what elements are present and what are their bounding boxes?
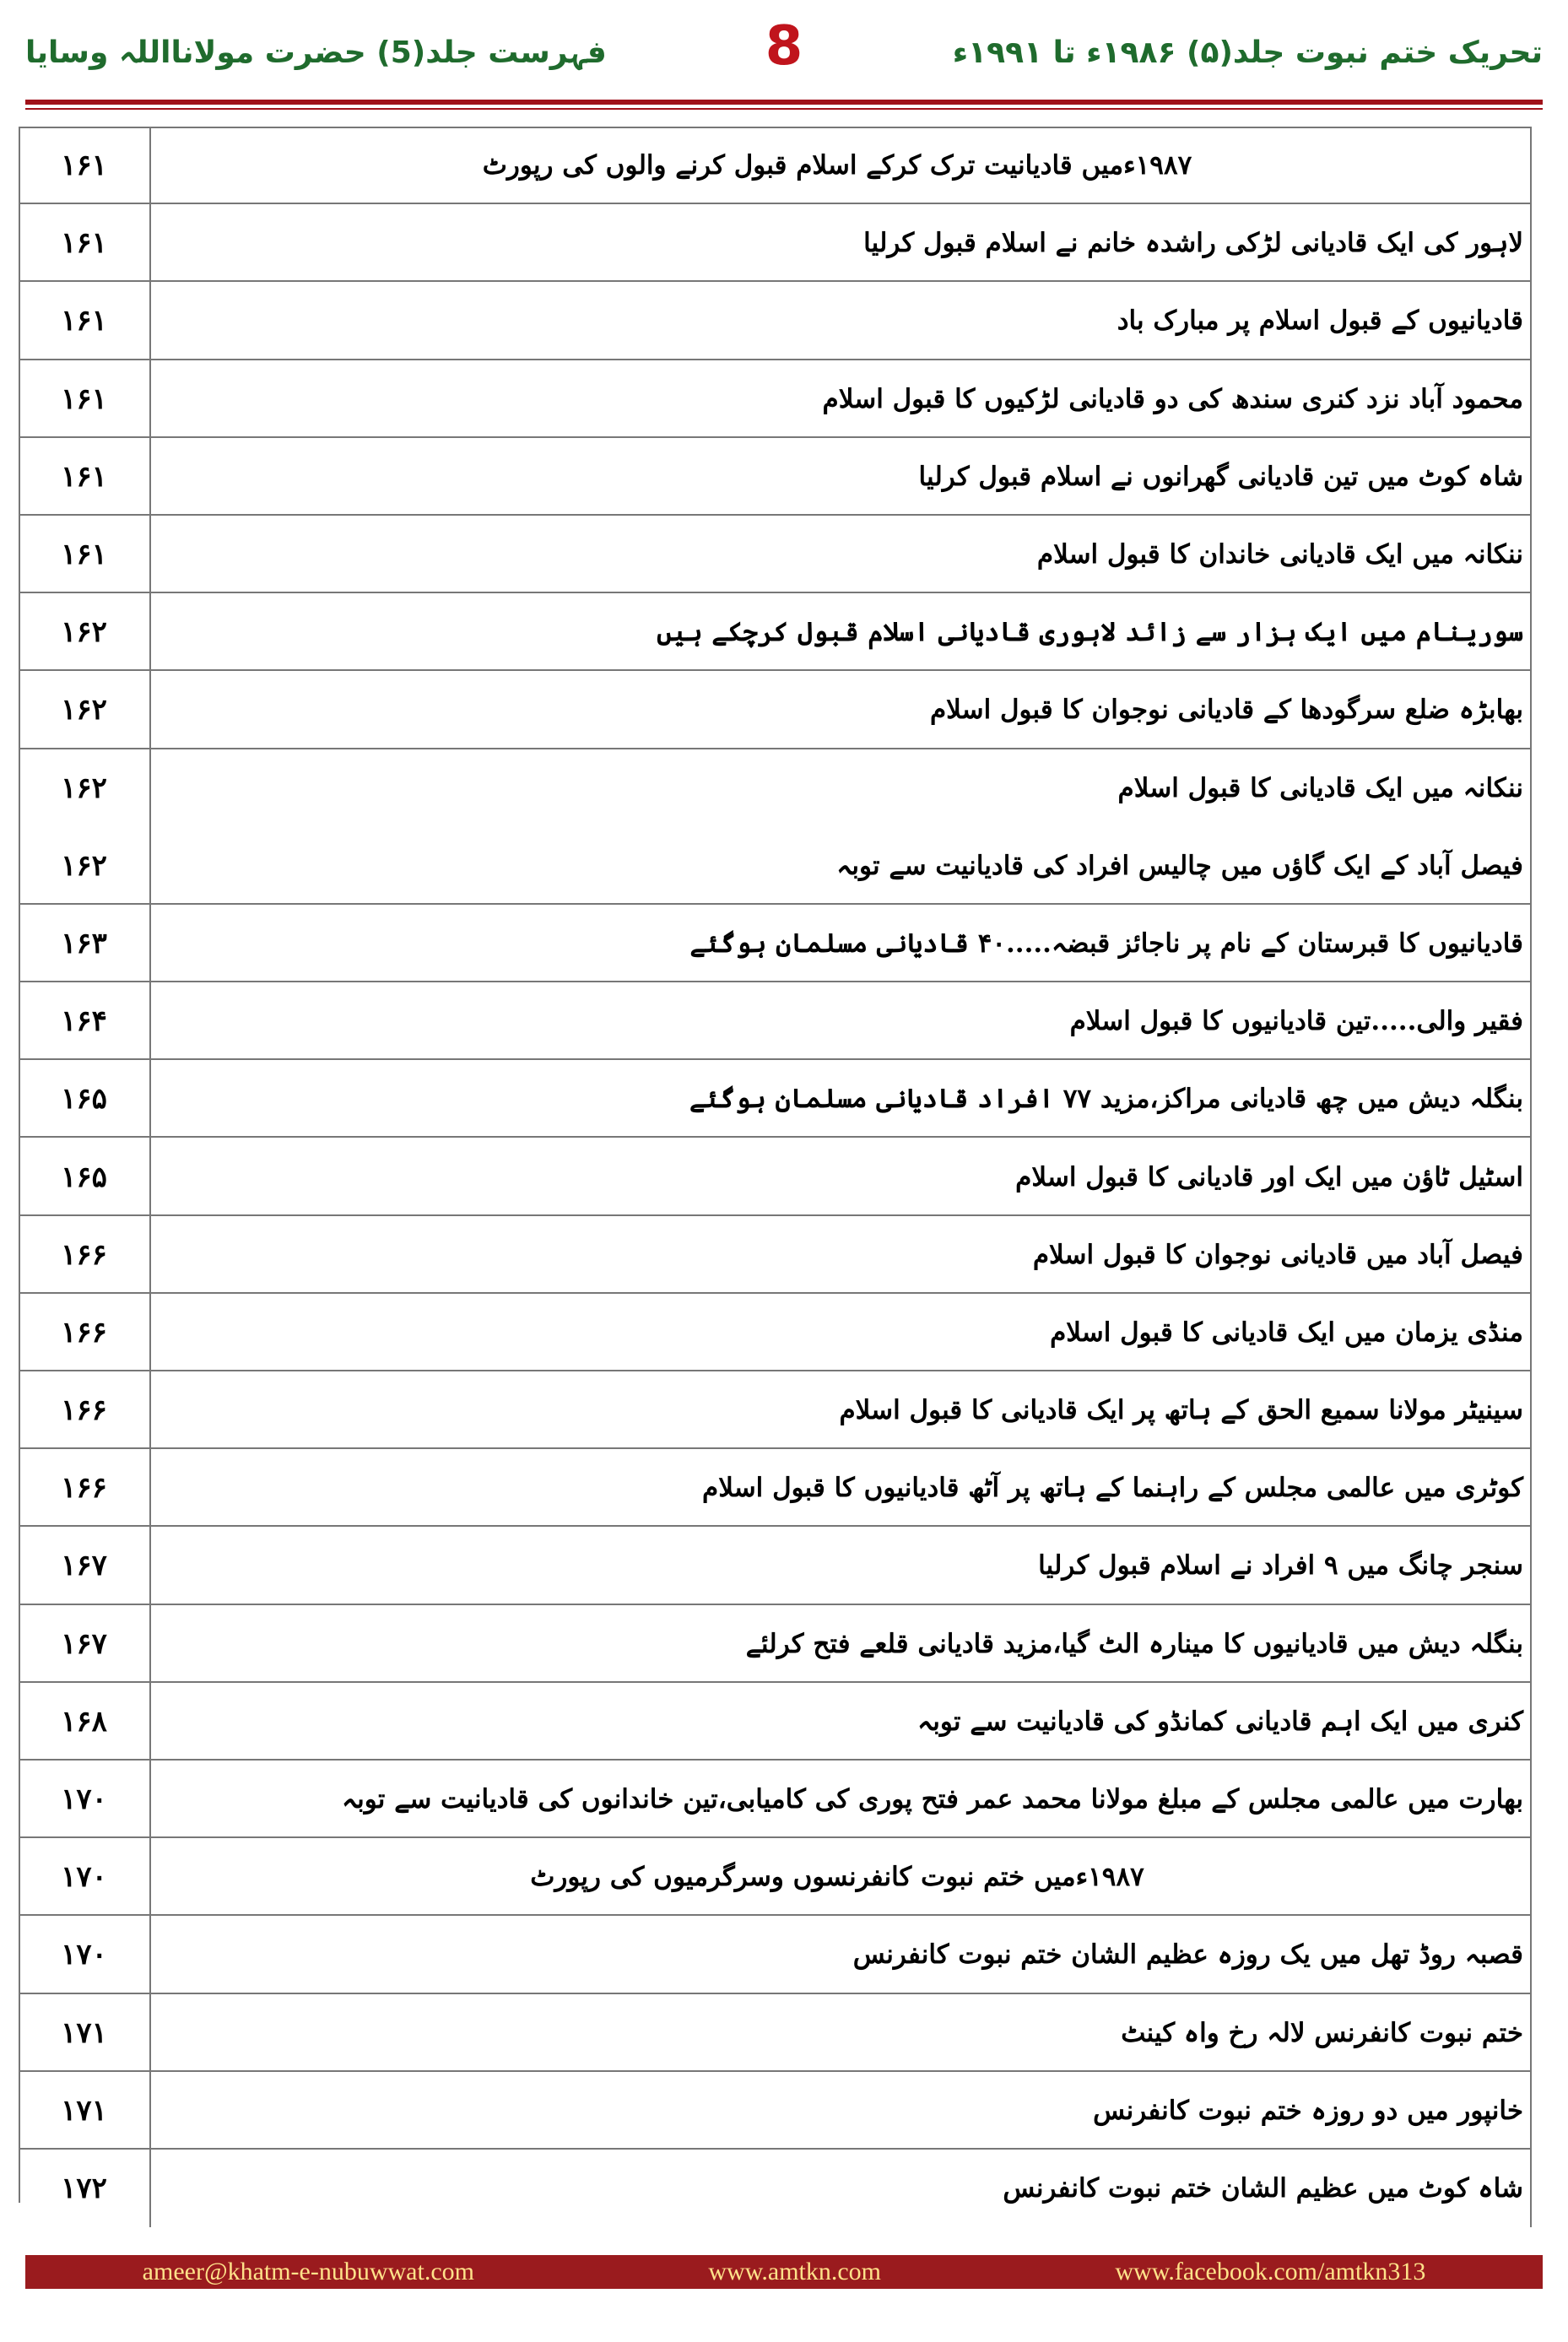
toc-entry-title: ختم نبوت کانفرنس لالہ رخ واہ کینٹ: [151, 1994, 1532, 2072]
header-rule-thin: [25, 108, 1543, 110]
toc-entry-title: شاہ کوٹ میں عظیم الشان ختم نبوت کانفرنس: [151, 2150, 1532, 2227]
toc-row: [19, 1683, 1532, 1761]
toc-row: [19, 905, 1532, 982]
toc-entry-page: ۱۶۱: [19, 127, 151, 204]
toc-row: [19, 1371, 1532, 1449]
toc-entry-page: ۱۶۱: [19, 282, 151, 360]
toc-entry-title: بنگلہ دیش میں قادیانیوں کا مینارہ الٹ گیا،مزید قادیانی قلعے فتح کرلئے: [151, 1605, 1532, 1683]
toc-entry-title: لاہور کی ایک قادیانی لڑکی راشدہ خانم نے اسلام قبول کرلیا: [151, 204, 1532, 282]
toc-entry-title: قادیانیوں کا قبرستان کے نام پر ناجائز قبضہ.....۴۰ قادیانی مسلمان ہوگئے: [151, 905, 1532, 982]
toc-entry-page: ۱۶۲: [19, 671, 151, 749]
header-rule-thick: [25, 100, 1543, 105]
toc-entry-page: ۱۶۶: [19, 1449, 151, 1527]
toc-entry-title: سینیٹر مولانا سمیع الحق کے ہاتھ پر ایک قادیانی کا قبول اسلام: [151, 1371, 1532, 1449]
toc-row: [19, 671, 1532, 749]
toc-entry-page: ۱۶۷: [19, 1527, 151, 1604]
toc-row: [19, 127, 1532, 204]
toc-entry-title: فقیر والی.....تین قادیانیوں کا قبول اسلام: [151, 982, 1532, 1060]
toc-entry-page: ۱۷۲: [19, 2150, 151, 2227]
facebook-link[interactable]: www.facebook.com/amtkn313: [1115, 2258, 1426, 2285]
toc-entry-page: ۱۷۰: [19, 1838, 151, 1916]
toc-entry-page: ۱۶۱: [19, 516, 151, 593]
toc-entry-title: محمود آباد نزد کنری سندھ کی دو قادیانی لڑکیوں کا قبول اسلام: [151, 360, 1532, 438]
website-link[interactable]: www.amtkn.com: [708, 2258, 882, 2285]
toc-entry-title: خانپور میں دو روزہ ختم نبوت کانفرنس: [151, 2072, 1532, 2150]
toc-row: [19, 1138, 1532, 1215]
toc-row: [19, 982, 1532, 1060]
toc-entry-page: ۱۶۳: [19, 905, 151, 982]
toc-row: [19, 1294, 1532, 1371]
toc-row: [19, 2150, 1532, 2227]
toc-entry-title: منڈی یزمان میں ایک قادیانی کا قبول اسلام: [151, 1294, 1532, 1371]
toc-entry-page: ۱۶۵: [19, 1138, 151, 1215]
toc-entry-page: ۱۶۲: [19, 749, 151, 827]
toc-row: [19, 438, 1532, 516]
toc-entry-title: ننکانہ میں ایک قادیانی خاندان کا قبول اسلام: [151, 516, 1532, 593]
toc-entry-page: ۱۷۱: [19, 2072, 151, 2150]
toc-entry-title: قصبہ روڈ تھل میں یک روزہ عظیم الشان ختم نبوت کانفرنس: [151, 1916, 1532, 1993]
toc-row: [19, 1449, 1532, 1527]
toc-row: [19, 1216, 1532, 1294]
index-title: فہرست جلد(5) حضرت مولانااللہ وسایا: [25, 35, 607, 70]
toc-row: [19, 282, 1532, 360]
toc-row: [19, 204, 1532, 282]
toc-entry-title: فیصل آباد کے ایک گاؤں میں چالیس افراد کی قادیانیت سے توبہ: [151, 827, 1532, 905]
page-header: [0, 0, 1568, 93]
toc-row: [19, 1060, 1532, 1138]
toc-entry-page: ۱۶۷: [19, 1605, 151, 1683]
toc-row: [19, 2072, 1532, 2150]
toc-entry-page: ۱۷۰: [19, 1916, 151, 1993]
toc-entry-page: ۱۶۵: [19, 1060, 151, 1138]
toc-entry-page: ۱۶۲: [19, 593, 151, 671]
email-link[interactable]: ameer@khatm-e-nubuwwat.com: [142, 2258, 474, 2285]
toc-row: [19, 1994, 1532, 2072]
toc-row: [19, 516, 1532, 593]
toc-entry-page: ۱۶۴: [19, 982, 151, 1060]
table-of-contents: [19, 127, 1532, 2227]
toc-row: [19, 827, 1532, 905]
toc-entry-page: ۱۶۱: [19, 438, 151, 516]
toc-entry-page: ۱۶۱: [19, 360, 151, 438]
toc-entry-title: فیصل آباد میں قادیانی نوجوان کا قبول اسلام: [151, 1216, 1532, 1294]
toc-entry-title: کوٹری میں عالمی مجلس کے راہنما کے ہاتھ پر آٹھ قادیانیوں کا قبول اسلام: [151, 1449, 1532, 1527]
toc-entry-page: ۱۶۶: [19, 1294, 151, 1371]
toc-entry-page: ۱۷۰: [19, 1761, 151, 1838]
toc-row: [19, 1761, 1532, 1838]
toc-entry-title: شاہ کوٹ میں تین قادیانی گھرانوں نے اسلام قبول کرلیا: [151, 438, 1532, 516]
toc-section-heading: ۱۹۸۷ءمیں قادیانیت ترک کرکے اسلام قبول کرنے والوں کی رپورٹ: [151, 127, 1532, 204]
toc-row: [19, 360, 1532, 438]
toc-entry-title: بنگلہ دیش میں چھ قادیانی مراکز،مزید ۷۷ افراد قادیانی مسلمان ہوگئے: [151, 1060, 1532, 1138]
toc-entry-title: ننکانہ میں ایک قادیانی کا قبول اسلام: [151, 749, 1532, 827]
toc-entry-page: ۱۶۱: [19, 204, 151, 282]
toc-row: [19, 593, 1532, 671]
toc-entry-title: اسٹیل ٹاؤن میں ایک اور قادیانی کا قبول اسلام: [151, 1138, 1532, 1215]
toc-entry-title: بھارت میں عالمی مجلس کے مبلغ مولانا محمد عمر فتح پوری کی کامیابی،تین خاندانوں کی قادیانیت سے توبہ: [151, 1761, 1532, 1838]
toc-entry-title: سنجر چانگ میں ۹ افراد نے اسلام قبول کرلیا: [151, 1527, 1532, 1604]
toc-row: [19, 749, 1532, 827]
toc-entry-page: ۱۶۶: [19, 1371, 151, 1449]
toc-entry-page: ۱۷۱: [19, 1994, 151, 2072]
toc-section-heading: ۱۹۸۷ءمیں ختم نبوت کانفرنسوں وسرگرمیوں کی رپورٹ: [151, 1838, 1532, 1916]
page-footer: [25, 2255, 1543, 2289]
book-title: تحریک ختم نبوت جلد(۵) ۱۹۸۶ء تا ۱۹۹۱ء: [952, 35, 1543, 70]
toc-row: [19, 1916, 1532, 1993]
toc-row: [19, 1605, 1532, 1683]
toc-entry-page: ۱۶۲: [19, 827, 151, 905]
toc-entry-title: کنری میں ایک اہم قادیانی کمانڈو کی قادیانیت سے توبہ: [151, 1683, 1532, 1761]
toc-entry-page: ۱۶۶: [19, 1216, 151, 1294]
toc-entry-title: بھابڑہ ضلع سرگودھا کے قادیانی نوجوان کا قبول اسلام: [151, 671, 1532, 749]
page-number: 8: [765, 15, 803, 78]
toc-row: [19, 1838, 1532, 1916]
toc-entry-title: قادیانیوں کے قبول اسلام پر مبارک باد: [151, 282, 1532, 360]
toc-entry-page: ۱۶۸: [19, 1683, 151, 1761]
toc-entry-title: سورینام میں ایک ہزار سے زائد لاہوری قادیانی اسلام قبول کرچکے ہیں: [151, 593, 1532, 671]
toc-row: [19, 1527, 1532, 1604]
